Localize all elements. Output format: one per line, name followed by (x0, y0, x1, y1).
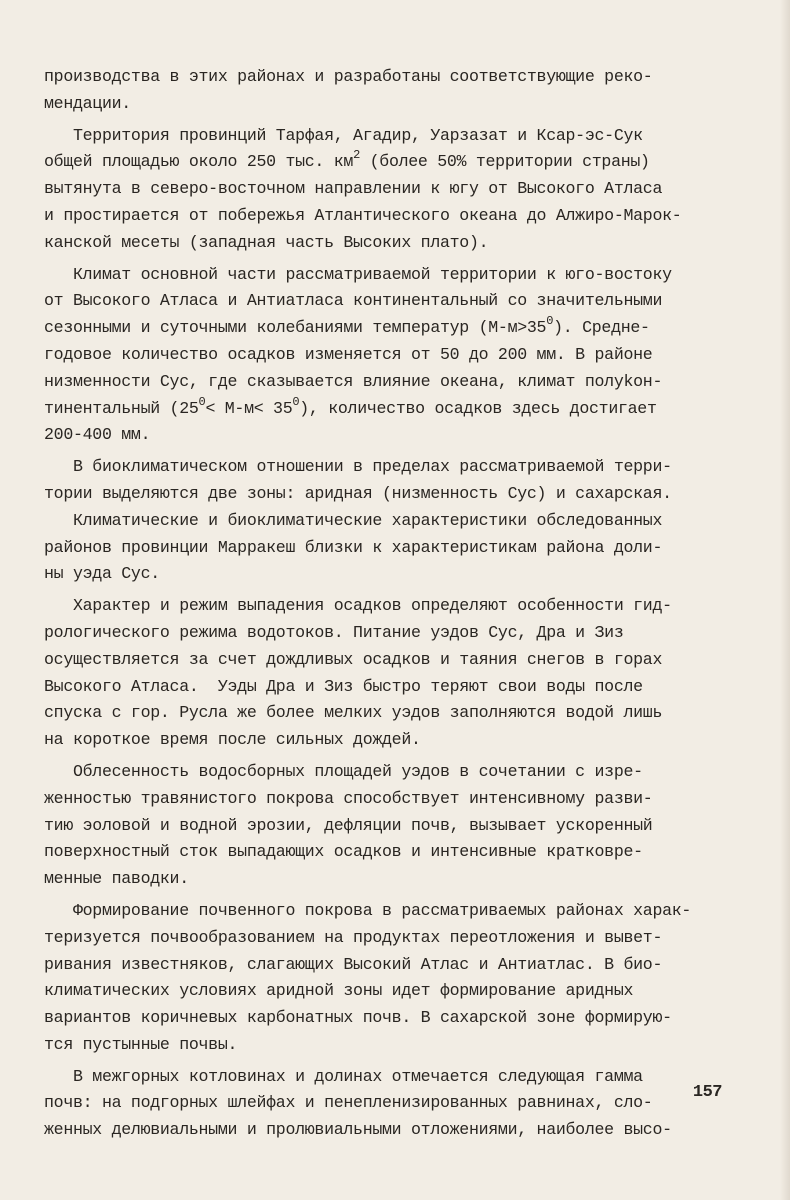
text-span: тинентальный (25 (44, 398, 199, 418)
text-span: сезонными и суточными колебаниями температур (М-м>35 (44, 318, 547, 338)
text-line: вариантов коричневых карбонатных почв. В сахарской зоне формирую- (44, 1008, 672, 1028)
text-line: спуска с гор. Русла же более мелких уэдов заполняются водой лишь (44, 703, 663, 723)
text-line (44, 123, 744, 150)
text-line: ривания известняков, слагающих Высокий Атлас и Антиатлас. В био- (44, 954, 663, 974)
text-line: Облесенность водосборных площадей уэдов в сочетании с изре- (44, 761, 643, 781)
text-line (44, 315, 744, 342)
text-line: В биоклиматическом отношении в пределах рассматриваемой терри- (44, 457, 672, 477)
text-line: Климатические и биоклиматические характеристики обследованных (44, 510, 663, 530)
text-line: от Высокого Атласа и Антиатласа континентальный со значительными (44, 291, 663, 311)
text-line: теризуется почвообразованием на продуктах переотложения и вывет- (44, 927, 663, 947)
text-line: тории выделяются две зоны: аридная (низменность Сус) и сахарская. (44, 483, 672, 503)
text-line: годовое количество осадков изменяется от 50 до 200 мм. В районе (44, 344, 653, 364)
text-line: производства в этих районах и разработаны соответствующие реко- (44, 67, 653, 86)
superscript: 0 (292, 394, 300, 409)
body-text (44, 64, 744, 1144)
superscript: 0 (198, 394, 206, 409)
text-span: Территория провинций Тарфая, Агадир, Уарзазат и Ксар-эс-Сук (44, 125, 643, 145)
text-line: В межгорных котловинах и долинах отмечается следующая гамма (44, 1066, 643, 1086)
text-line: менные паводки. (44, 869, 189, 889)
text-span: ). Средне- (553, 318, 650, 338)
text-span: (более 50% территории страны) (359, 152, 650, 172)
text-line: женностью травянистого покрова способствует интенсивному разви- (44, 788, 653, 808)
text-line: осуществляется за счет дождливых осадков и таяния снегов в горах (44, 649, 663, 669)
text-line: мендации. (44, 93, 131, 113)
text-line: рологического режима водотоков. Питание уэдов Сус, Дра и Зиз (44, 622, 624, 642)
text-span: общей площадью около 250 тыс. км (44, 152, 354, 172)
text-line: Высокого Атласа. Уэды Дра и Зиз быстро теряют свои воды после (44, 676, 643, 696)
text-line: вытянута в северо-восточном направлении к югу от Высокого Атласа (44, 179, 663, 199)
text-line: канской месеты (западная часть Высоких плато). (44, 232, 489, 252)
text-line (44, 149, 744, 176)
text-line: климатических условиях аридной зоны идет формирование аридных (44, 981, 634, 1001)
text-line: поверхностный сток выпадающих осадков и интенсивные кратковре- (44, 842, 643, 862)
superscript: 2 (353, 148, 360, 163)
superscript: 0 (546, 314, 554, 329)
text-line: тся пустынные почвы. (44, 1034, 238, 1054)
text-line: на короткое время после сильных дождей. (44, 730, 421, 750)
text-line: ны уэда Сус. (44, 564, 160, 584)
text-line: районов провинции Марракеш близки к характеристикам района доли- (44, 537, 663, 557)
text-line: женных делювиальными и пролювиальными отложениями, наиболее высо- (44, 1120, 672, 1140)
text-line: почв: на подгорных шлейфах и пенепленизированных равнинах, сло- (44, 1093, 653, 1113)
text-span: < М-м< 35 (205, 398, 293, 418)
page-number: 157 (692, 1083, 722, 1102)
text-line (44, 396, 744, 423)
text-line: Формирование почвенного покрова в рассматриваемых районах харак- (44, 900, 692, 920)
text-line: 200-400 мм. (44, 425, 151, 445)
page-edge-shadow (780, 0, 790, 1200)
text-line: Характер и режим выпадения осадков определяют особенности гид- (44, 596, 672, 616)
text-line: тию эоловой и водной эрозии, дефляции почв, вызывает ускоренный (44, 815, 653, 835)
text-line: низменности Сус, где сказывается влияние океана, климат полуkон- (44, 371, 663, 391)
text-line: Климат основной части рассматриваемой территории к юго-востоку (44, 264, 672, 284)
text-span: ), количество осадков здесь достигает (299, 398, 657, 418)
text-line: и простирается от побережья Атлантического океана до Алжиро-Марок- (44, 205, 682, 225)
